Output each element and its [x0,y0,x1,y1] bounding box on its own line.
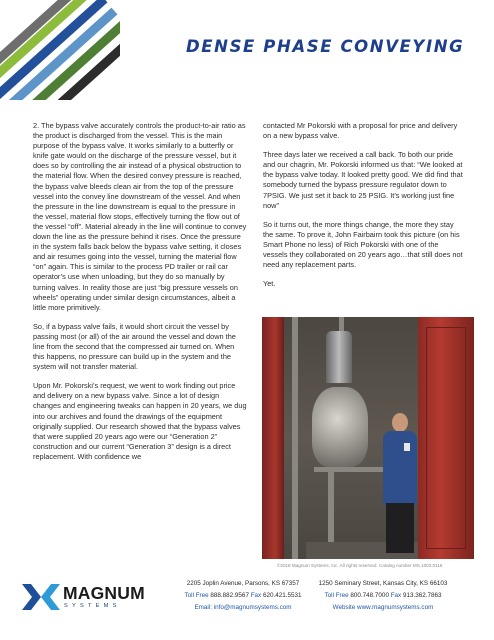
fax-number: 620.421.5531 [262,592,302,599]
decorative-corner-stripes [0,0,120,100]
magnum-logo [22,582,145,612]
body-paragraph: So, if a bypass valve fails, it would short circuit the vessel by passing most (or all) of the air around the vessel and down the line from the second that the compressed air turned on. When this happens, no pressure can build up in the system and the system will not transfer material. [33,321,236,372]
photo-vessel-with-person [262,317,474,559]
fax-number: 913.362.7863 [402,592,442,599]
website-label: Website [332,604,356,611]
body-paragraph: Three days later we received a call back. To both our pride and our chagrin, Mr. Pokorski informed us that: “We looked at the bypass valve today. It looked pretty good. We did find that somebody turned the bypass pressure regulator down to 7PSIG. We just set it back to 25 PSIG. It’s working just fine now” [263,150,463,210]
vessel-top-icon [326,331,352,383]
equipment-room [284,317,418,559]
logo-subtitle: SYSTEMS [64,603,121,609]
toll-free-label: Toll Free [324,592,349,599]
contact-kansas-city [308,578,458,614]
website-link[interactable]: www.magnumsystems.com [357,604,434,611]
person-head [392,413,408,432]
right-column [263,121,465,298]
address-line: 1250 Seminary Street, Kansas City, KS 66103 [318,580,448,587]
fax-label: Fax [390,592,402,599]
email-link[interactable]: info@magnumsystems.com [213,604,292,611]
pressure-vessel-icon [312,387,368,467]
body-paragraph: contacted Mr Pokorski with a proposal for price and delivery on a new bypass valve. [263,121,458,141]
red-door-left [262,317,284,559]
page-banner-title: DENSE PHASE CONVEYING [186,37,465,56]
toll-free-label: Toll Free [184,592,209,599]
contact-parsons [178,578,308,614]
address-line: 2205 Joplin Avenue, Parsons, KS 67357 [186,580,300,587]
body-paragraph: 2. The bypass valve accurately controls the product-to-air ratio as the product is discharged from the vessel. This is the main purpose of the bypass valve. It works similarly to a butterfly or knife gate would on the discharge of the pressure vessel, but it does so by controlling the air instead of a physical obstruction to the material flow. When the desired convey pressure is reached, the bypass valve bleeds clean air from the top of the pressure vessel into the convey line downstream of the vessel. And when the pressure in the line downstream is equal to the pressure in the vessel, material flow stops, effectively turning the flow out of the vessel “off”. Material already in the line will continue to convey down the line as the pressure behind it rises. Once the pressure in the system falls back below the bypass valve setting, it closes and air resumes going into the vessel, turning the material flow “on” again. This is similar to the process PD trailer or rail car operator’s use when unloading, but they do so manually by turning valves. In reality those are just “big pressure vessels on wheels” operating under similar design circumstances, albeit a little more primitively. [33,121,247,312]
toll-free-number[interactable]: 800.748.7000 [350,592,389,599]
body-paragraph: So it turns out, the more things change, the more they stay the same. To prove it, John Fairbairn took this picture (on his Smart Phone no less) of Rich Pokorski with one of the vessels they collaborated on 20 years ago…that still does not need any replacement parts. [263,219,463,270]
body-paragraph: Yet. [263,279,276,289]
email-label: Email: [194,604,212,611]
magnum-logo-mark-icon [22,582,60,612]
fax-label: Fax [250,592,262,599]
left-column [33,121,247,471]
copyright-line: ©2018 Magnum Systems, Inc. All rights reserved. Catalog number MS.1003.0118 [277,563,443,568]
toll-free-number[interactable]: 888.882.9567 [210,592,249,599]
logo-wordmark: MAGNUM [63,583,145,603]
body-paragraph: Upon Mr. Pokorski’s request, we went to work finding out price and delivery on a new bypass valve. Since a lot of design changes and engineering tweaks can happen in 20 years, we dug into our archives and found the drawings of the equipment originally supplied. Our research showed that the bypass valves that were supplied 20 years ago were our “Generation 2” construction and our current “Generation 3” design is a direct replacement. With confidence we [33,381,247,461]
person-body [383,431,417,505]
red-door-right [418,317,474,559]
